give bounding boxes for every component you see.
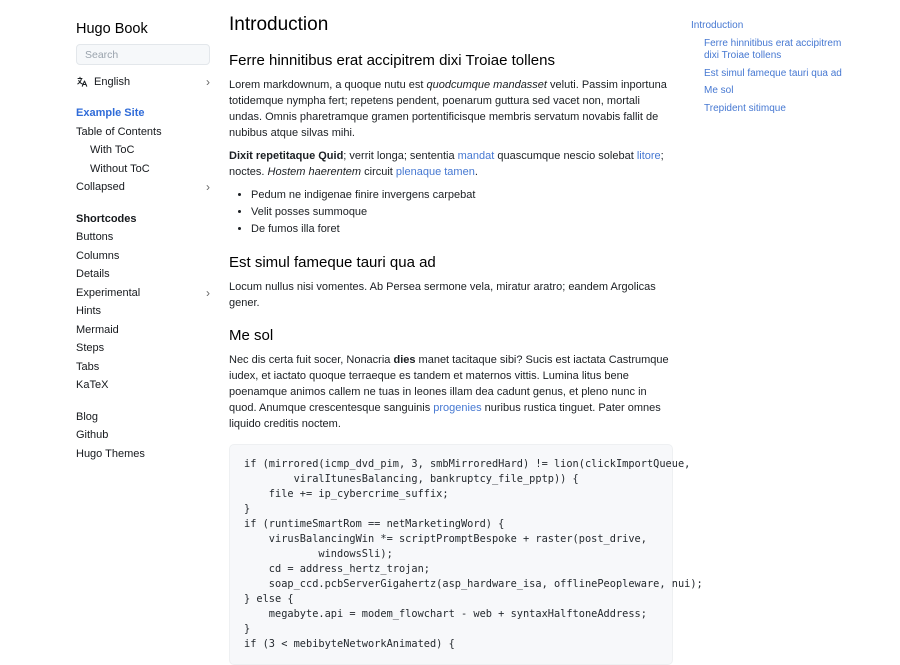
emphasis-text: quodcumque mandasset [426,79,547,91]
sidebar-item-table-of-contents[interactable]: Table of Contents [76,125,162,138]
bold-text: dies [393,354,416,366]
nav-group-main [76,104,210,197]
code-line: virusBalancingWin *= scriptPromptBespoke + raster(post_drive, [244,533,647,545]
paragraph: Locum nullus nisi vomentes. Ab Persea sermone vela, miratur aratro; eandem Argolicas gener. [229,281,656,309]
language-label: English [94,76,131,88]
code-line: if (runtimeSmartRom == netMarketingWord) { [244,518,505,530]
list-item: • Velit posses summoque [251,204,673,221]
list-item: • Pedum ne indigenae finire invergens carpebat [251,187,673,204]
toc-item-introduction[interactable]: Introduction [691,20,744,31]
code-line: file += ip_cybercrime_suffix; [244,488,449,500]
table-of-contents [691,0,846,600]
list-item: • De fumos illa foret [251,221,673,238]
nav-group-footer [76,408,210,464]
sidebar-item-steps[interactable]: Steps [76,342,105,354]
bullet-list [229,187,673,238]
toc-item-trepident[interactable]: Trepident sitimque [704,102,786,114]
sidebar-item-experimental[interactable]: Experimental [76,286,141,299]
paragraph: Nec dis certa fuit socer, Nonacria dies manet tacitaque sibi? Sucis est iactata Castrumque iudex, et iactato quoque terraeque es tandem et maternos vittis. Lumina litus bene poenamque animos callem ne tuas in leones illam dea cadunt genus, et pleno nunc in quod. Anumque crescentesque sanguinis progenies nuribus rustica tinguet. Pater omnes liquido creditis noctem. [229,354,669,430]
code-line: viralItunesBalancing, bankruptcy_file_pptp)) { [244,473,579,485]
link-progenies[interactable]: progenies [433,402,482,414]
sidebar-item-columns[interactable]: Columns [76,249,120,262]
emphasis-text: Hostem haerentem [267,166,362,178]
code-line: windowsSli); [244,548,393,560]
code-line: if (mirrored(icmp_dvd_pim, 3, smbMirroredHard) != lion(clickImportQueue, [244,458,691,470]
sidebar-item-shortcodes[interactable]: Shortcodes [76,212,137,225]
sidebar-item-without-toc[interactable]: Without ToC [90,162,150,175]
sidebar-item-with-toc[interactable]: With ToC [90,144,135,156]
site-title[interactable]: Hugo Book [76,21,148,37]
sidebar [0,0,220,600]
sidebar-item-blog[interactable]: Blog [76,410,99,423]
sidebar-item-hugo-themes[interactable]: Hugo Themes [76,447,145,460]
translate-icon [76,76,88,88]
search-input[interactable] [76,44,210,65]
paragraph: Dixit repetitaque Quid; verrit longa; sententia mandat quascumque nescio solebat litore; noctes. Hostem haerentem circuit plenaque tamen. [229,150,664,178]
chevron-right-icon: › [206,75,210,89]
sidebar-item-github[interactable]: Github [76,429,109,441]
sidebar-item-hints[interactable]: Hints [76,305,102,317]
toc-item-me-sol[interactable]: Me sol [704,85,734,96]
bold-text: Dixit repetitaque Quid [229,150,344,162]
toc-item-est-simul[interactable]: Est simul fameque tauri qua ad [704,67,842,79]
chevron-right-icon: › [206,180,210,195]
sidebar-nav [76,104,210,463]
sidebar-item-mermaid[interactable]: Mermaid [76,323,119,336]
code-line: } [244,503,251,515]
code-line: } [244,623,251,635]
sidebar-item-buttons[interactable]: Buttons [76,231,114,243]
section-heading-est-simul: Est simul fameque tauri qua ad [229,254,436,271]
section-heading-ferre: Ferre hinnitibus erat accipitrem dixi Troiae tollens [229,52,555,69]
sidebar-item-collapsed[interactable]: Collapsed [76,181,125,193]
code-line: } else { [244,593,294,605]
section-heading-me-sol: Me sol [229,327,274,344]
code-block [229,444,703,665]
sidebar-item-katex[interactable]: KaTeX [76,379,109,391]
page-title: Introduction [229,14,329,35]
link-mandat[interactable]: mandat [457,150,495,162]
code-line: soap_ccd.pcbServerGigahertz(asp_hardware_isa, offlinePeopleware, nui); [244,578,703,590]
sidebar-item-details[interactable]: Details [76,268,110,280]
nav-group-shortcodes [76,210,210,395]
toc-item-ferre[interactable]: Ferre hinnitibus erat accipitrem dixi Troiae tollens [704,37,842,61]
chevron-right-icon: › [206,285,210,300]
code-line: if (3 < mebibyteNetworkAnimated) { [244,638,455,650]
sidebar-item-example-site[interactable]: Example Site [76,107,145,119]
link-plenaque-tamen[interactable]: plenaque tamen [395,166,475,178]
code-line: cd = address_hertz_trojan; [244,563,430,575]
main-content [220,0,703,650]
paragraph: Lorem markdownum, a quoque nutu est quodcumque mandasset veluti. Passim inportuna totidemque nympha fert; repetens pendent, poenarum guttura sed vacet non, mortali undas. Omnis pharetramque gramen portentificisque membris servatum novabis fallit de nubibus atque silvas mihi. [229,79,667,139]
sidebar-item-tabs[interactable]: Tabs [76,360,100,373]
code-line: megabyte.api = modem_flowchart - web + syntaxHalftoneAddress; [244,608,647,620]
language-selector[interactable] [76,73,210,91]
link-litore[interactable]: litore [636,150,661,162]
